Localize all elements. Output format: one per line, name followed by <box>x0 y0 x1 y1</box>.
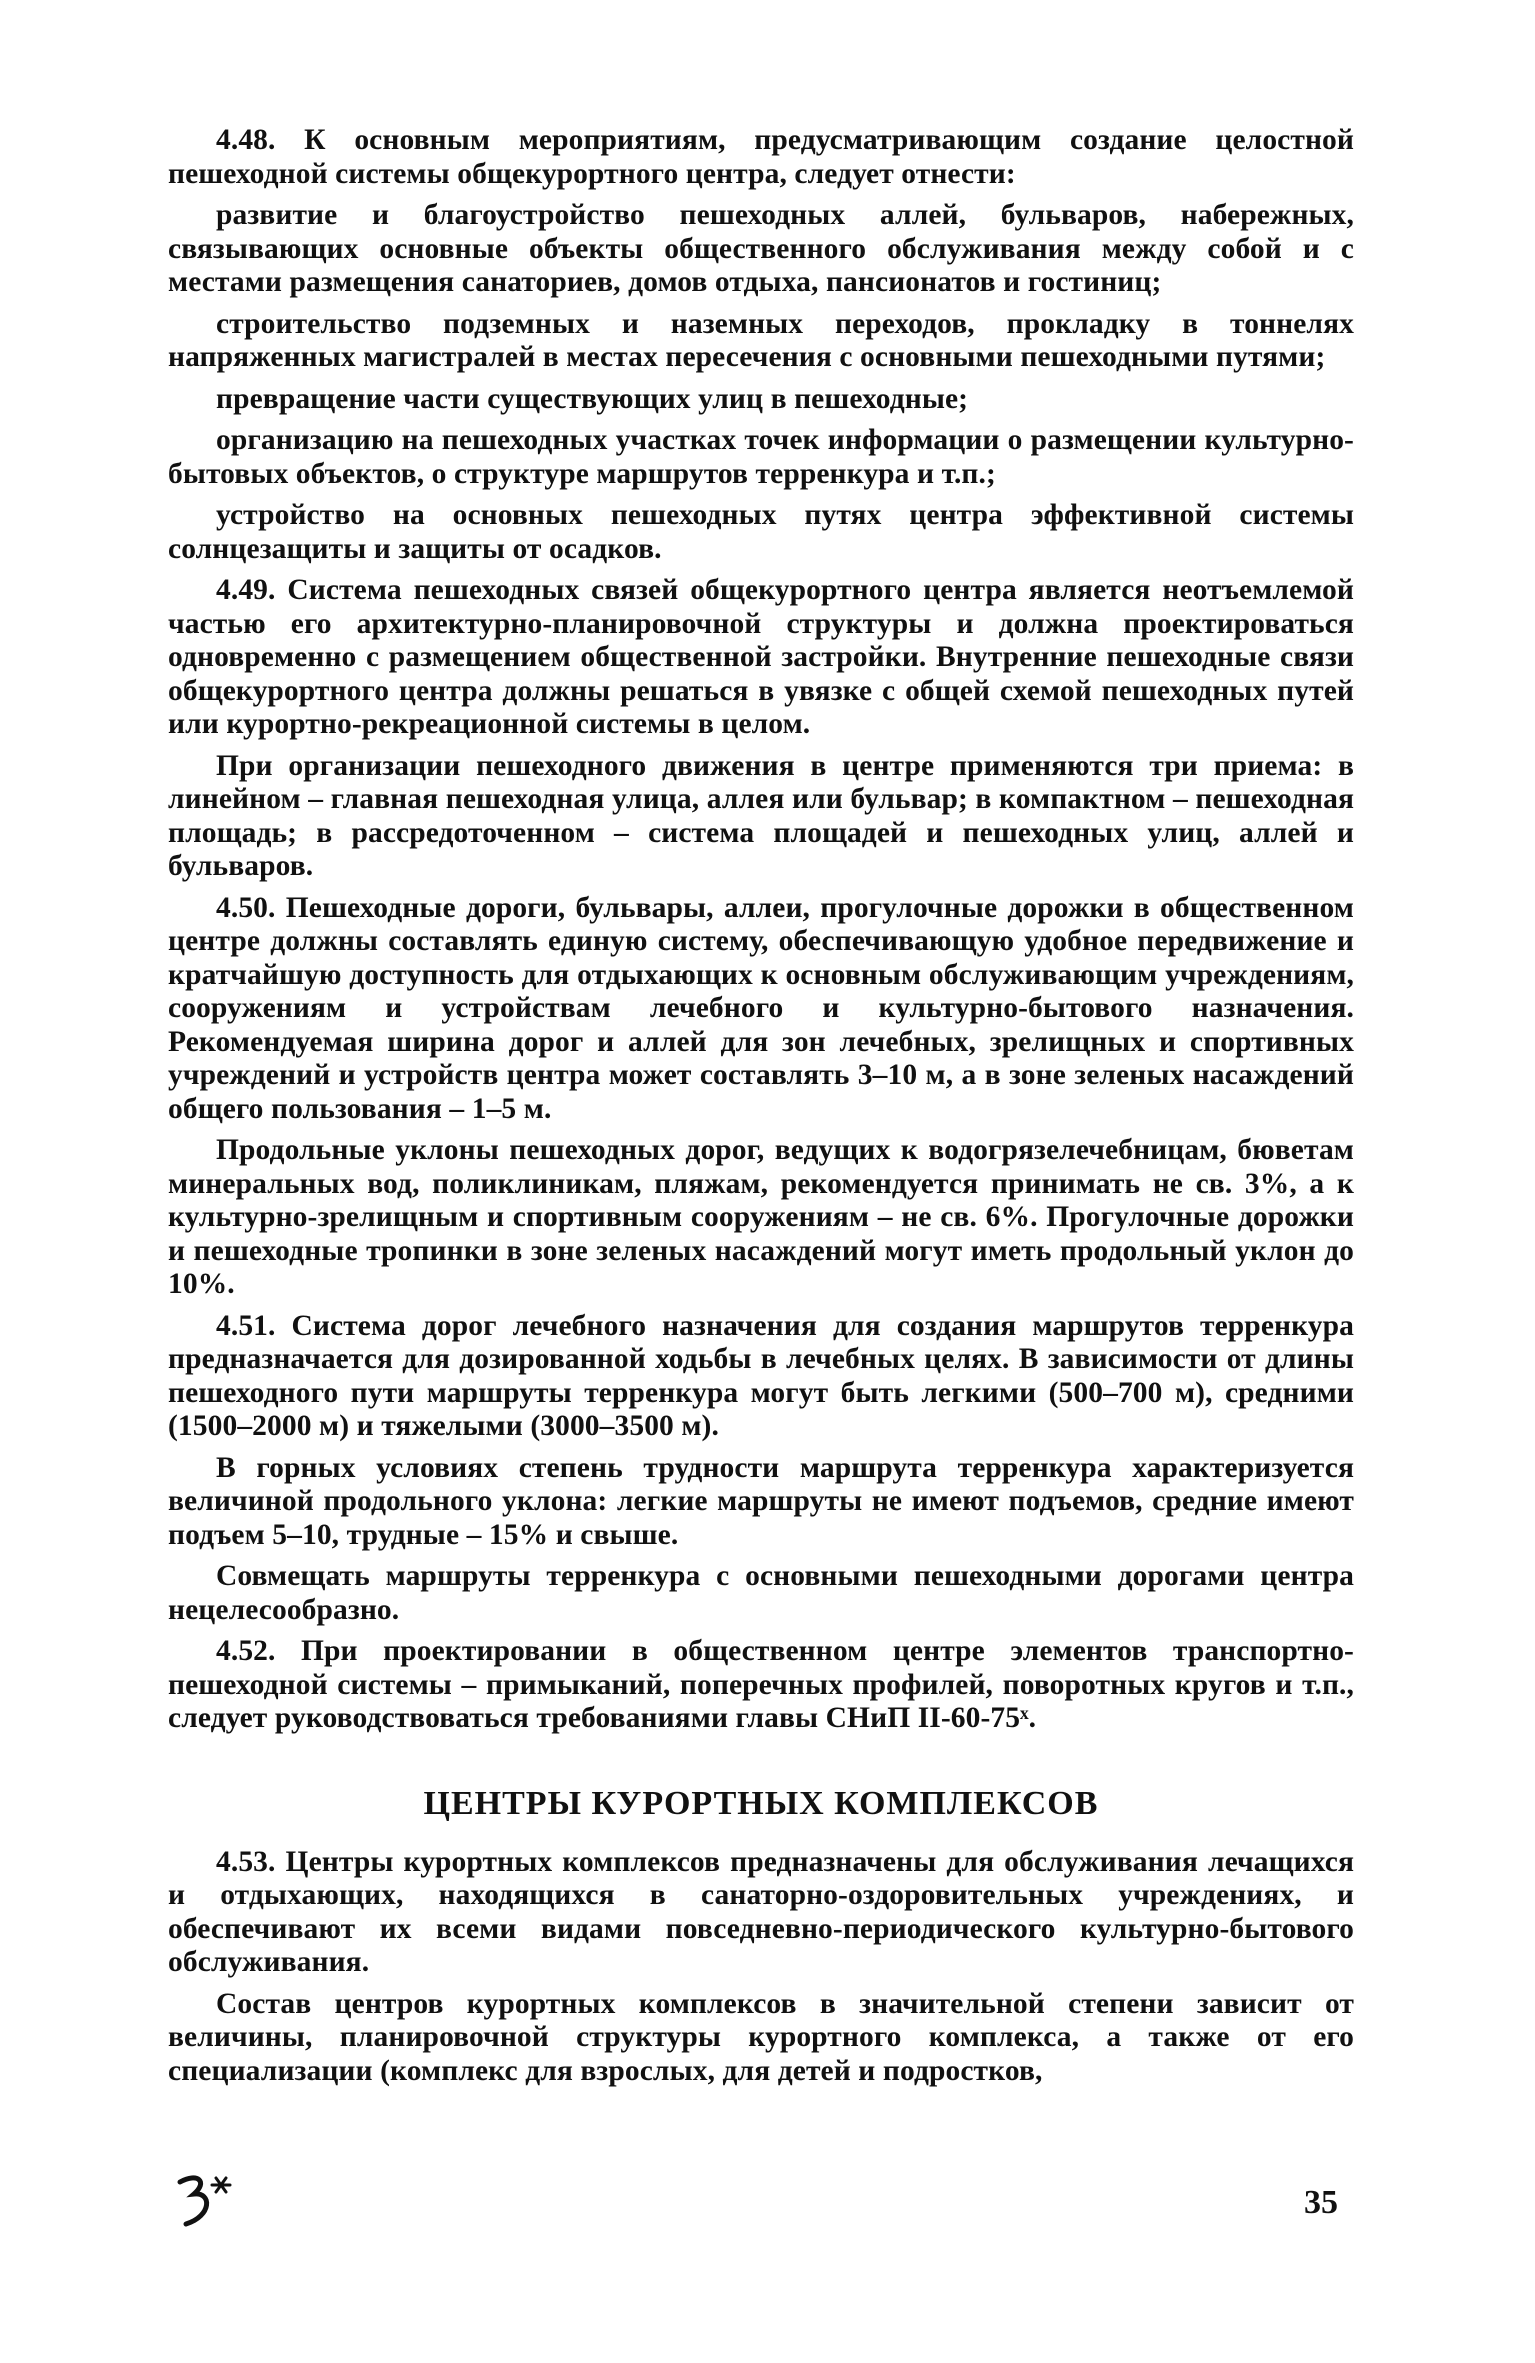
paragraph-text: В горных условиях степень трудности маршрута терренкура характеризуется величиной продольного уклона: легкие маршруты не имеют подъемов, средние имеют подъем 5–10, трудные – 15% и свыше. <box>168 1451 1354 1551</box>
paragraph-text: организацию на пешеходных участках точек информации о размещении культурно-бытовых объектов, о структуре маршрутов терренкура и т.п.; <box>168 424 1354 490</box>
clause-number: 4.50. <box>216 891 276 924</box>
clause-number: 4.49. <box>216 574 276 606</box>
paragraph-text: Продольные уклоны пешеходных дорог, ведущих к водогрязелечебницам, бюветам минеральных вод, поликлиникам, пляжам, рекомендуется принимать не св. 3%, а к культурно-зрелищным и спортивным сооружениям – не св. 6%. Прогулочные дорожки и пешеходные тропинки в зоне зеленых насаждений могут иметь продольный уклон до 10%. <box>168 1134 1354 1300</box>
paragraph <box>168 424 1354 491</box>
paragraph-text: устройство на основных пешеходных путях центра эффективной системы солнцезащиты и защиты от осадков. <box>168 499 1354 565</box>
paragraph <box>168 1560 1354 1627</box>
paragraph-text: Система дорог лечебного назначения для создания маршрутов терренкура предназначается для дозированной ходьбы в лечебных целях. В зависимости от длины пешеходного пути маршруты терренкура могут быть легкими (500–700 м), средними (1500–2000 м) и тяжелыми (3000–3500 м). <box>168 1309 1354 1442</box>
paragraph-text: Система пешеходных связей общекурортного центра является неотъемлемой частью его архитектурно-планировочной структуры и должна проектироваться одновременно с размещением общественной застройки. Внутренние пешеходные связи общекурортного центра должны решаться в увязке с общей схемой пешеходных путей или курортно-рекреационной системы в целом. <box>168 574 1354 740</box>
paragraph <box>168 1635 1354 1736</box>
paragraph <box>168 892 1354 1127</box>
paragraph <box>168 499 1354 566</box>
paragraph-text: превращение части существующих улиц в пешеходные; <box>216 382 969 415</box>
paragraph-text: Пешеходные дороги, бульвары, аллеи, прогулочные дорожки в общественном центре должны составлять единую систему, обеспечивающую удобное передвижение и кратчайшую доступность для отдыхающих к основным обслуживающим учреждениям, сооружениям и устройствам лечебного и культурно-бытового назначения. Рекомендуемая ширина дорог и аллей для зон лечебных, зрелищных и спортивных учреждений и устройств центра может составлять 3–10 м, а в зоне зеленых насаждений общего пользования – 1–5 м. <box>168 891 1354 1125</box>
page-content <box>168 124 1354 2096</box>
paragraph-text: развитие и благоустройство пешеходных аллей, бульваров, набережных, связывающих основные объекты общественного обслуживания между собой и с местами размещения санаториев, домов отдыха, пансионатов и гостиниц; <box>168 199 1354 298</box>
paragraph-text: При организации пешеходного движения в центре применяются три приема: в линейном – главная пешеходная улица, аллея или бульвар; в компактном – пешеходная площадь; в рассредоточенном – система площадей и пешеходных улиц, аллей и бульваров. <box>168 749 1354 882</box>
clause-number: 4.52. <box>216 1635 276 1667</box>
paragraph-text: строительство подземных и наземных переходов, прокладку в тоннелях напряженных магистралей в местах пересечения с основными пешеходными путями; <box>168 307 1354 373</box>
paragraph <box>168 124 1354 191</box>
paragraph-text: Совмещать маршруты терренкура с основными пешеходными дорогами центра нецелесообразно. <box>168 1560 1354 1626</box>
handwritten-mark <box>168 2168 238 2238</box>
clause-number: 4.48. <box>216 124 276 156</box>
paragraph-text: При проектировании в общественном центре элементов транспортно-пешеходной системы – примыканий, поперечных профилей, поворотных кругов и т.п., следует руководствоваться требованиями главы СНиП II-60-75ˣ. <box>168 1635 1354 1734</box>
paragraph-text: Состав центров курортных комплексов в значительной степени зависит от величины, планировочной структуры курортного комплекса, а также от его специализации (комплекс для взрослых, для детей и подростков, <box>168 1987 1354 2087</box>
paragraph <box>168 750 1354 884</box>
paragraph <box>168 574 1354 742</box>
section-heading: ЦЕНТРЫ КУРОРТНЫХ КОМПЛЕКСОВ <box>423 1784 1099 1822</box>
paragraph <box>168 308 1354 375</box>
paragraph <box>168 383 1354 417</box>
clause-number: 4.51. <box>216 1309 276 1342</box>
paragraph-text: К основным мероприятиям, предусматривающим создание целостной пешеходной системы общекурортного центра, следует отнести: <box>168 124 1354 190</box>
paragraph-text: Центры курортных комплексов предназначены для обслуживания лечащихся и отдыхающих, находящихся в санаторно-оздоровительных учреждениях, и обеспечивают их всеми видами повседневно-периодического культурно-бытового обслуживания. <box>168 1845 1354 1978</box>
section-resort-centers <box>168 1846 1354 2089</box>
clause-number: 4.53. <box>216 1845 276 1878</box>
page-number: 35 <box>1304 2184 1338 2221</box>
paragraph <box>168 1310 1354 1444</box>
paragraph <box>168 1134 1354 1302</box>
paragraph <box>168 1988 1354 2089</box>
section-pedestrian-system <box>168 124 1354 1736</box>
paragraph <box>168 199 1354 300</box>
paragraph <box>168 1452 1354 1553</box>
paragraph <box>168 1846 1354 1980</box>
